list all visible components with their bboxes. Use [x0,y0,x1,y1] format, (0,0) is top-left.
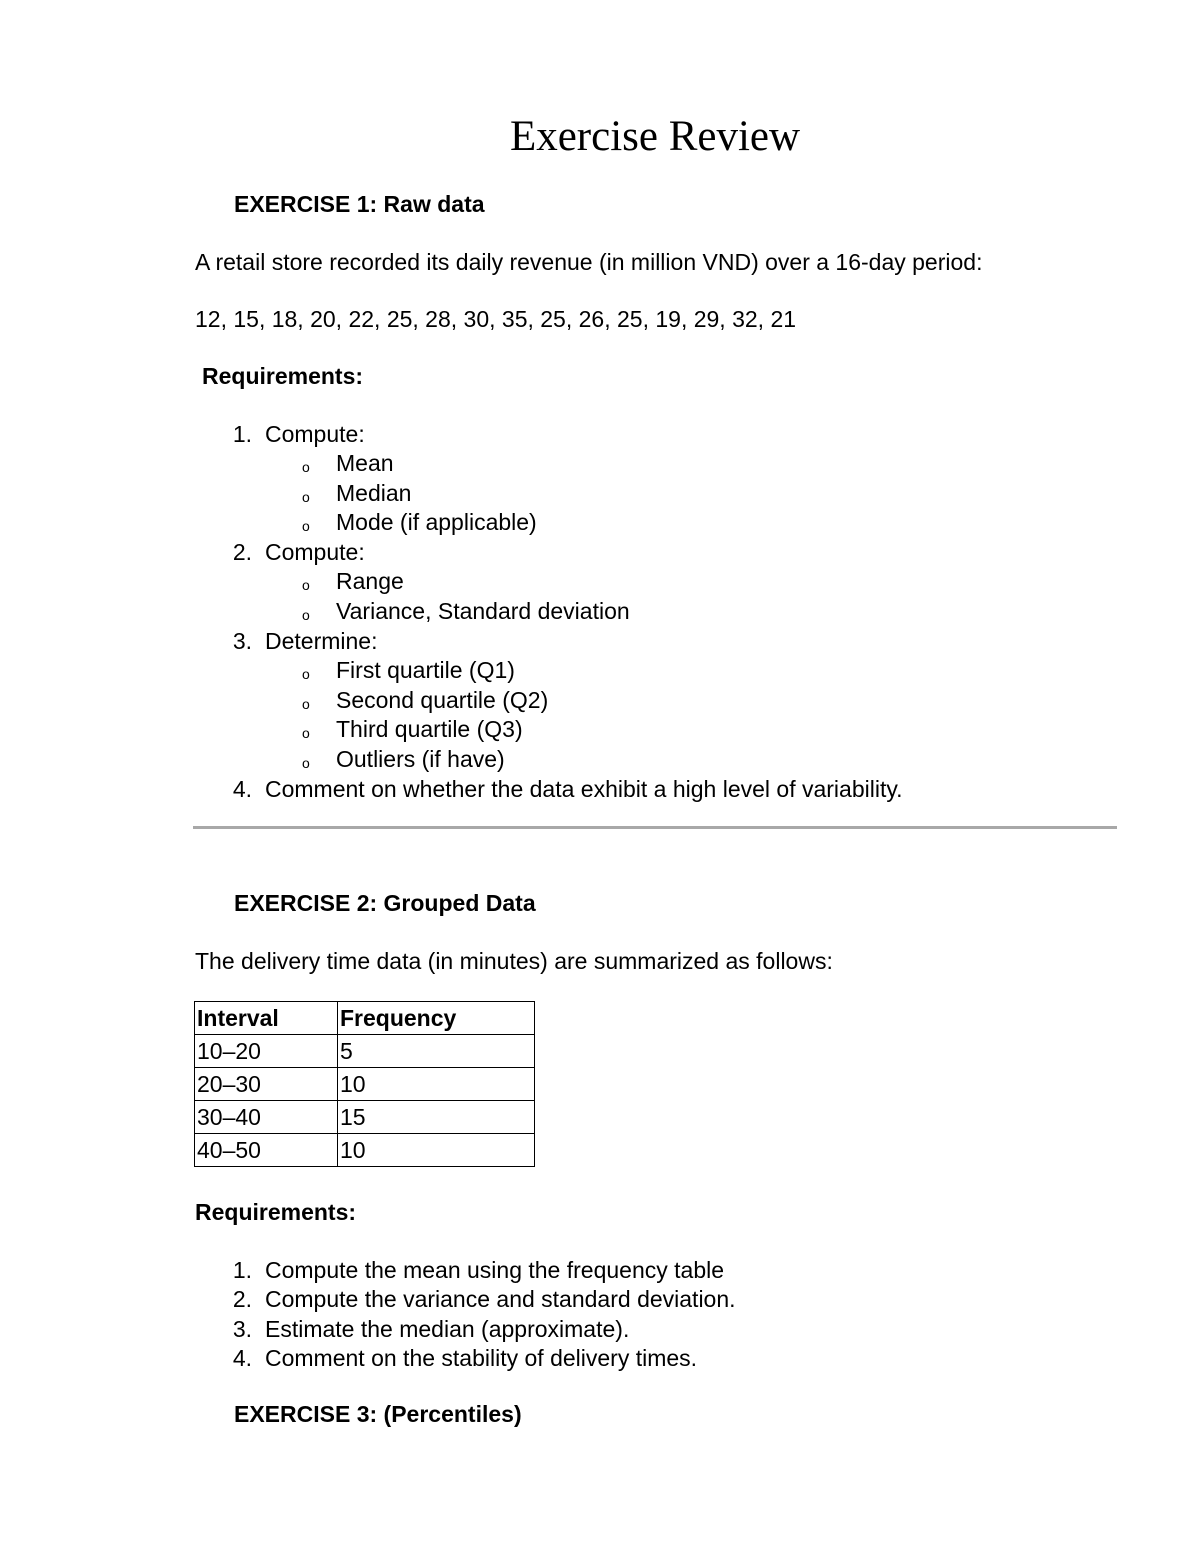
sub-item-text: Mean [336,450,394,476]
list-item-text: Compute: [265,421,365,447]
table-row [195,1134,535,1167]
exercise-2-intro: The delivery time data (in minutes) are summarized as follows: [195,948,833,974]
table-header-row [195,1002,535,1035]
list-item-text: Compute the variance and standard deviation. [265,1286,736,1312]
column-header-frequency: Frequency [338,1002,535,1035]
list-number: 2. [232,1286,252,1312]
table-cell: 20–30 [195,1068,338,1101]
frequency-table [194,1001,535,1167]
bullet-icon: o [302,489,310,505]
list-item-text: Compute the mean using the frequency table [265,1257,725,1283]
exercise-2-heading: EXERCISE 2: Grouped Data [234,890,536,916]
table-cell: 10–20 [195,1035,338,1068]
table-cell: 40–50 [195,1134,338,1167]
exercise-1-intro: A retail store recorded its daily revenue (in million VND) over a 16-day period: [195,249,983,275]
bullet-icon: o [302,577,310,593]
sub-item-text: Second quartile (Q2) [336,687,549,713]
list-number: 4. [232,776,252,802]
exercise-1-heading: EXERCISE 1: Raw data [234,191,485,217]
sub-item-text: Mode (if applicable) [336,509,537,535]
sub-item-text: Median [336,480,412,506]
sub-item-text: Variance, Standard deviation [336,598,630,624]
table-cell: 10 [338,1068,535,1101]
list-item-text: Determine: [265,628,378,654]
exercise-2-requirements-heading: Requirements: [195,1199,357,1225]
bullet-icon: o [302,518,310,534]
column-header-interval: Interval [195,1002,338,1035]
sub-item-text: Range [336,568,404,594]
list-item-text: Comment on whether the data exhibit a high level of variability. [265,776,903,802]
table-cell: 10 [338,1134,535,1167]
section-divider [193,826,1117,829]
list-number: 4. [232,1345,252,1371]
exercise-3-heading: EXERCISE 3: (Percentiles) [234,1401,522,1427]
table-cell: 5 [338,1035,535,1068]
bullet-icon: o [302,696,310,712]
exercise-1-data: 12, 15, 18, 20, 22, 25, 28, 30, 35, 25, 26, 25, 19, 29, 32, 21 [195,306,797,332]
table-cell: 15 [338,1101,535,1134]
list-number: 1. [232,421,252,447]
list-item-text: Estimate the median (approximate). [265,1316,630,1342]
sub-item-text: First quartile (Q1) [336,657,515,683]
table-cell: 30–40 [195,1101,338,1134]
sub-item-text: Outliers (if have) [336,746,505,772]
bullet-icon: o [302,725,310,741]
bullet-icon: o [302,459,310,475]
page-title: Exercise Review [509,113,801,160]
bullet-icon: o [302,666,310,682]
sub-item-text: Third quartile (Q3) [336,716,523,742]
exercise-1-requirements-heading: Requirements: [202,363,364,389]
list-number: 3. [232,628,252,654]
list-number: 3. [232,1316,252,1342]
table-row [195,1068,535,1101]
bullet-icon: o [302,607,310,623]
list-number: 1. [232,1257,252,1283]
table-row [195,1101,535,1134]
list-number: 2. [232,539,252,565]
bullet-icon: o [302,755,310,771]
table-row [195,1035,535,1068]
list-item-text: Comment on the stability of delivery times. [265,1345,698,1371]
list-item-text: Compute: [265,539,365,565]
